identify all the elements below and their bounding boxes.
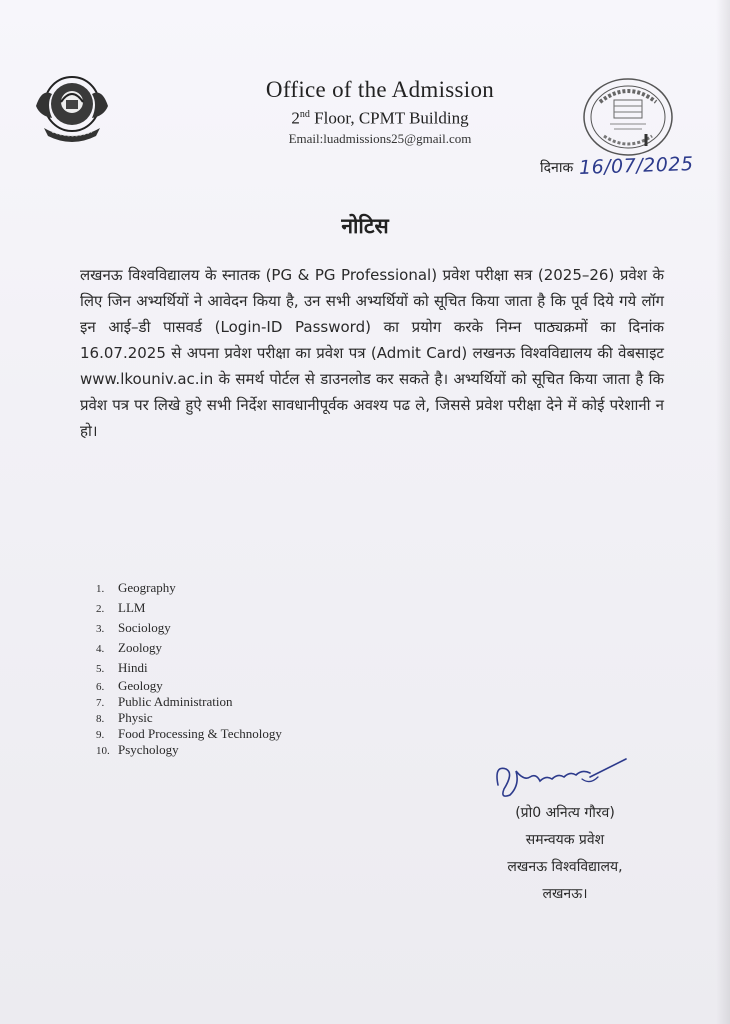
office-email: Email:luadmissions25@gmail.com [288, 130, 472, 146]
page-edge-shadow [716, 0, 730, 1024]
floor-ordinal: 2 [291, 108, 300, 128]
list-item-number: 1. [96, 583, 105, 595]
list-item-number: 2. [96, 603, 105, 615]
university-emblem-logo [30, 62, 114, 146]
course-name: Hindi [118, 660, 148, 675]
office-header [200, 76, 560, 148]
list-item-number: 7. [96, 697, 105, 709]
list-item [96, 678, 282, 694]
list-item [96, 726, 282, 742]
list-item [96, 658, 282, 678]
list-item [96, 598, 282, 618]
signatory-name: (प्रो0 अनित्य गौरव) [515, 805, 615, 821]
course-name: Geology [118, 678, 163, 693]
date-value: 16/07/2025 [578, 153, 695, 179]
signatory-designation: समन्वयक प्रवेश [525, 832, 605, 848]
notice-heading: नोटिस [341, 214, 389, 238]
course-name: Sociology [118, 620, 171, 635]
list-item-number: 5. [96, 663, 105, 675]
course-name: Physic [118, 710, 153, 725]
list-item-number: 9. [96, 729, 105, 741]
course-name: LLM [118, 600, 146, 615]
list-item-number: 4. [96, 643, 105, 655]
course-name: Food Processing & Technology [118, 726, 282, 741]
list-item [96, 618, 282, 638]
list-item [96, 638, 282, 658]
notice-date [540, 155, 694, 177]
course-name: Zoology [118, 640, 163, 655]
signatory-university: लखनऊ विश्वविद्यालय, [507, 859, 623, 875]
list-item [96, 742, 282, 758]
signatory-block [470, 800, 660, 908]
list-item-number: 8. [96, 713, 105, 725]
office-address [200, 104, 560, 130]
list-item-number: 3. [96, 623, 105, 635]
course-name: Psychology [118, 742, 179, 757]
course-list [96, 578, 282, 758]
university-seal-stamp [580, 76, 676, 158]
handwritten-signature [486, 755, 636, 805]
floor-ordinal-suffix: nd [299, 109, 310, 120]
list-item-number: 10. [96, 745, 110, 757]
course-name: Geography [118, 580, 176, 595]
signatory-city: लखनऊ। [542, 886, 588, 902]
list-item [96, 578, 282, 598]
notice-body: लखनऊ विश्वविद्यालय के स्नातक (PG & PG Professional) प्रवेश परीक्षा सत्र (2025–26) प्रवेश के लिए जिन अभ्यर्थियों ने आवेदन किया है, उन सभी अभ्यर्थियों को सूचित किया जाता है कि पूर्व दिये गये लॉग इन आई–डी पासवर्ड (Login-ID Password) का प्रयोग करके निम्न पाठ्यक्रमों का दिनांक 16.07.2025 से अपना प्रवेश परीक्षा का प्रवेश पत्र (Admit Card) लखनऊ विश्वविद्यालय की वेबसाइट www.lkouniv.ac.in के समर्थ पोर्टल से डाउनलोड कर सकते है। अभ्यर्थियों को सूचित किया जाता है कि प्रवेश पत्र पर लिखे हुऐ सभी निर्देश सावधानीपूर्वक अवश्य पढ ले, जिससे प्रवेश परीक्षा देने में कोई परेशानी न हो। [80, 266, 664, 440]
course-name: Public Administration [118, 694, 233, 709]
list-item-number: 6. [96, 681, 105, 693]
floor-building: Floor, CPMT Building [309, 108, 469, 128]
list-item [96, 694, 282, 710]
list-item [96, 710, 282, 726]
office-title: Office of the Admission [265, 77, 495, 102]
date-label: दिनाक [540, 160, 574, 176]
